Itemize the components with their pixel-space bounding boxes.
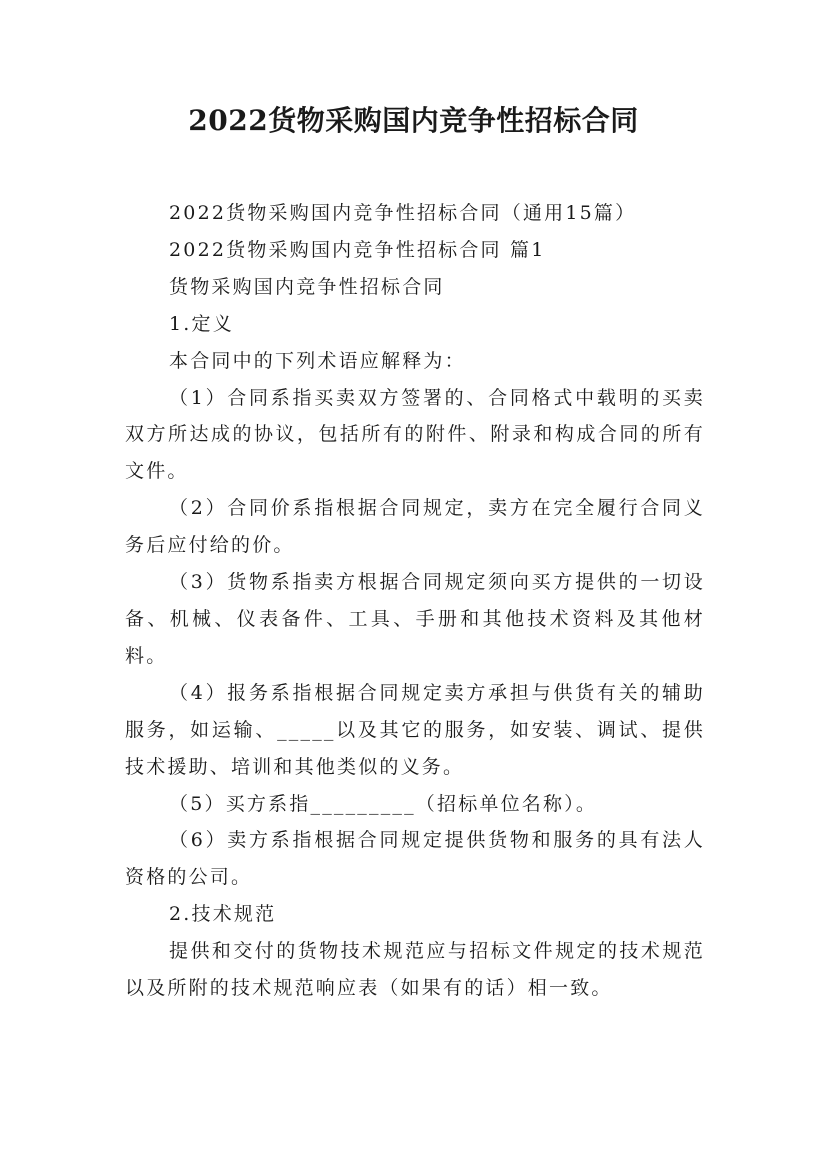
document-body: [125, 195, 705, 1007]
section-heading-tech-spec: 2.技术规范: [169, 903, 277, 926]
definition-item-5: （5）买方系指_________（招标单位名称）。: [169, 792, 598, 815]
tech-spec-paragraph: 提供和交付的货物技术规范应与招标文件规定的技术规范以及所附的技术规范响应表（如果有的话）相一致。: [125, 940, 705, 1000]
document-title: 2022货物采购国内竞争性招标合同: [188, 104, 639, 137]
definition-intro: 本合同中的下列术语应解释为：: [169, 349, 466, 372]
definition-item-6: （6）卖方系指根据合同规定提供货物和服务的具有法人资格的公司。: [125, 829, 705, 889]
chapter-heading: 2022货物采购国内竞争性招标合同 篇1: [169, 238, 546, 261]
definition-item-1: （1）合同系指买卖双方签署的、合同格式中载明的买卖双方所达成的协议，包括所有的附件、附录和构成合同的所有文件。: [125, 386, 705, 483]
subtitle-line: 2022货物采购国内竞争性招标合同（通用15篇）: [169, 202, 637, 224]
contract-name: 货物采购国内竞争性招标合同: [169, 275, 445, 298]
definition-item-3: （3）货物系指卖方根据合同规定须向买方提供的一切设备、机械、仪表备件、工具、手册和其他技术资料及其他材料。: [125, 571, 705, 667]
section-heading-definition: 1.定义: [169, 312, 234, 335]
definition-item-4: （4）报务系指根据合同规定卖方承担与供货有关的辅助服务，如运输、_____以及其它的服务，如安装、调试、提供技术援助、培训和其他类似的义务。: [125, 681, 705, 778]
definition-item-2: （2）合同价系指根据合同规定，卖方在完全履行合同义务后应付给的价。: [125, 497, 705, 557]
